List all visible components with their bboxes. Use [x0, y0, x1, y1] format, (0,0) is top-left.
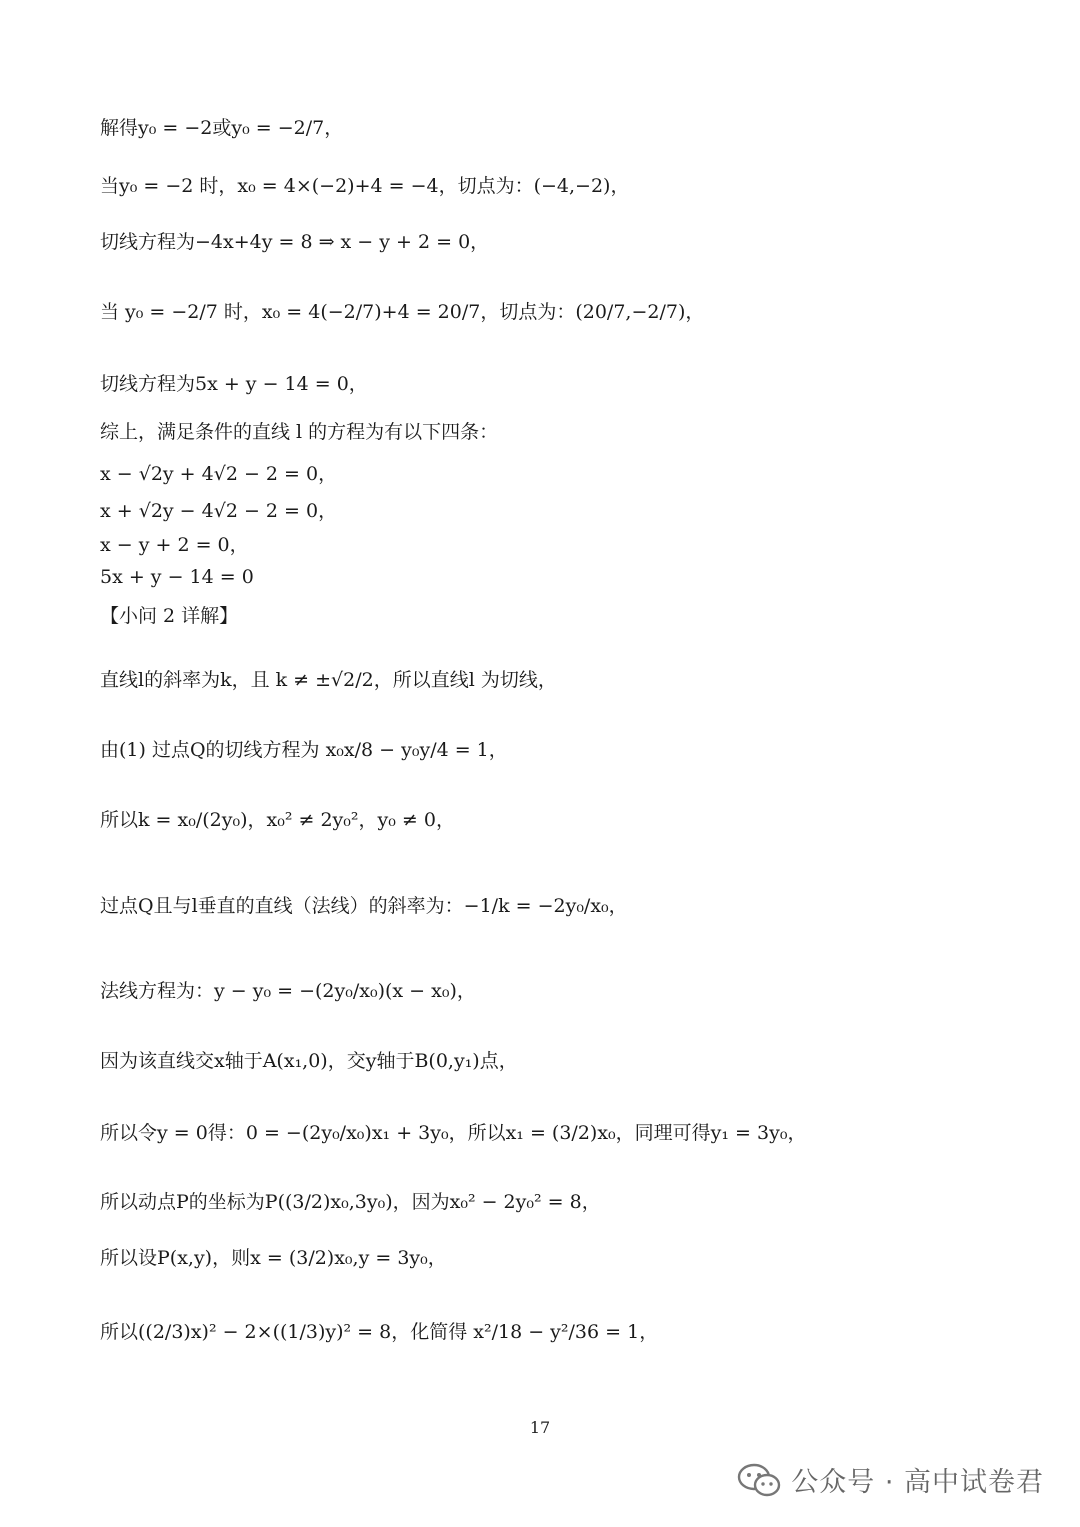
equation-line: 5x + y − 14 = 0 — [100, 566, 254, 588]
solution-line: 综上，满足条件的直线 l 的方程为有以下四条： — [100, 421, 499, 443]
page-number: 17 — [529, 1418, 551, 1437]
solution-line: 过点Q且与l垂直的直线（法线）的斜率为：−1/k = −2y₀/x₀， — [100, 895, 628, 917]
solution-line: 所以令y = 0得：0 = −(2y₀/x₀)x₁ + 3y₀，所以x₁ = (3/2)x₀，同理可得y₁ = 3y₀， — [100, 1122, 807, 1144]
watermark — [737, 1460, 1044, 1499]
solution-line: 切线方程为−4x+4y = 8 ⇒ x − y + 2 = 0， — [100, 231, 490, 253]
equation-line: x + √2y − 4√2 − 2 = 0， — [100, 500, 338, 522]
section-heading: 【小问 2 详解】 — [100, 605, 239, 627]
solution-line: 由(1) 过点Q的切线方程为 x₀x/8 − y₀y/4 = 1， — [100, 739, 508, 761]
equation-line: x − √2y + 4√2 − 2 = 0， — [100, 463, 338, 485]
wechat-icon — [737, 1463, 781, 1497]
watermark-text: 公众号 · 高中试卷君 — [791, 1467, 1044, 1498]
solution-line: 所以((2/3)x)² − 2×((1/3)y)² = 8，化简得 x²/18 − y²/36 = 1， — [100, 1321, 659, 1343]
solution-line: 所以动点P的坐标为P((3/2)x₀,3y₀)，因为x₀² − 2y₀² = 8， — [100, 1191, 601, 1213]
solution-line: 解得y₀ = −2或y₀ = −2/7， — [100, 117, 344, 139]
solution-line: 直线l的斜率为k，且 k ≠ ±√2/2，所以直线l 为切线， — [100, 669, 557, 691]
solution-line: 所以k = x₀/(2y₀)，x₀² ≠ 2y₀²，y₀ ≠ 0， — [100, 809, 455, 831]
solution-line: 法线方程为：y − y₀ = −(2y₀/x₀)(x − x₀)， — [100, 980, 476, 1002]
equation-line: x − y + 2 = 0， — [100, 534, 249, 556]
solution-line: 当 y₀ = −2/7 时，x₀ = 4(−2/7)+4 = 20/7，切点为：(20/7,−2/7)， — [100, 301, 705, 323]
solution-line: 所以设P(x,y)，则x = (3/2)x₀,y = 3y₀， — [100, 1247, 447, 1269]
solution-line: 切线方程为5x + y − 14 = 0， — [100, 373, 368, 395]
solution-line: 当y₀ = −2 时，x₀ = 4×(−2)+4 = −4，切点为：(−4,−2)， — [100, 175, 630, 197]
solution-line: 因为该直线交x轴于A(x₁,0)，交y轴于B(0,y₁)点， — [100, 1050, 518, 1072]
